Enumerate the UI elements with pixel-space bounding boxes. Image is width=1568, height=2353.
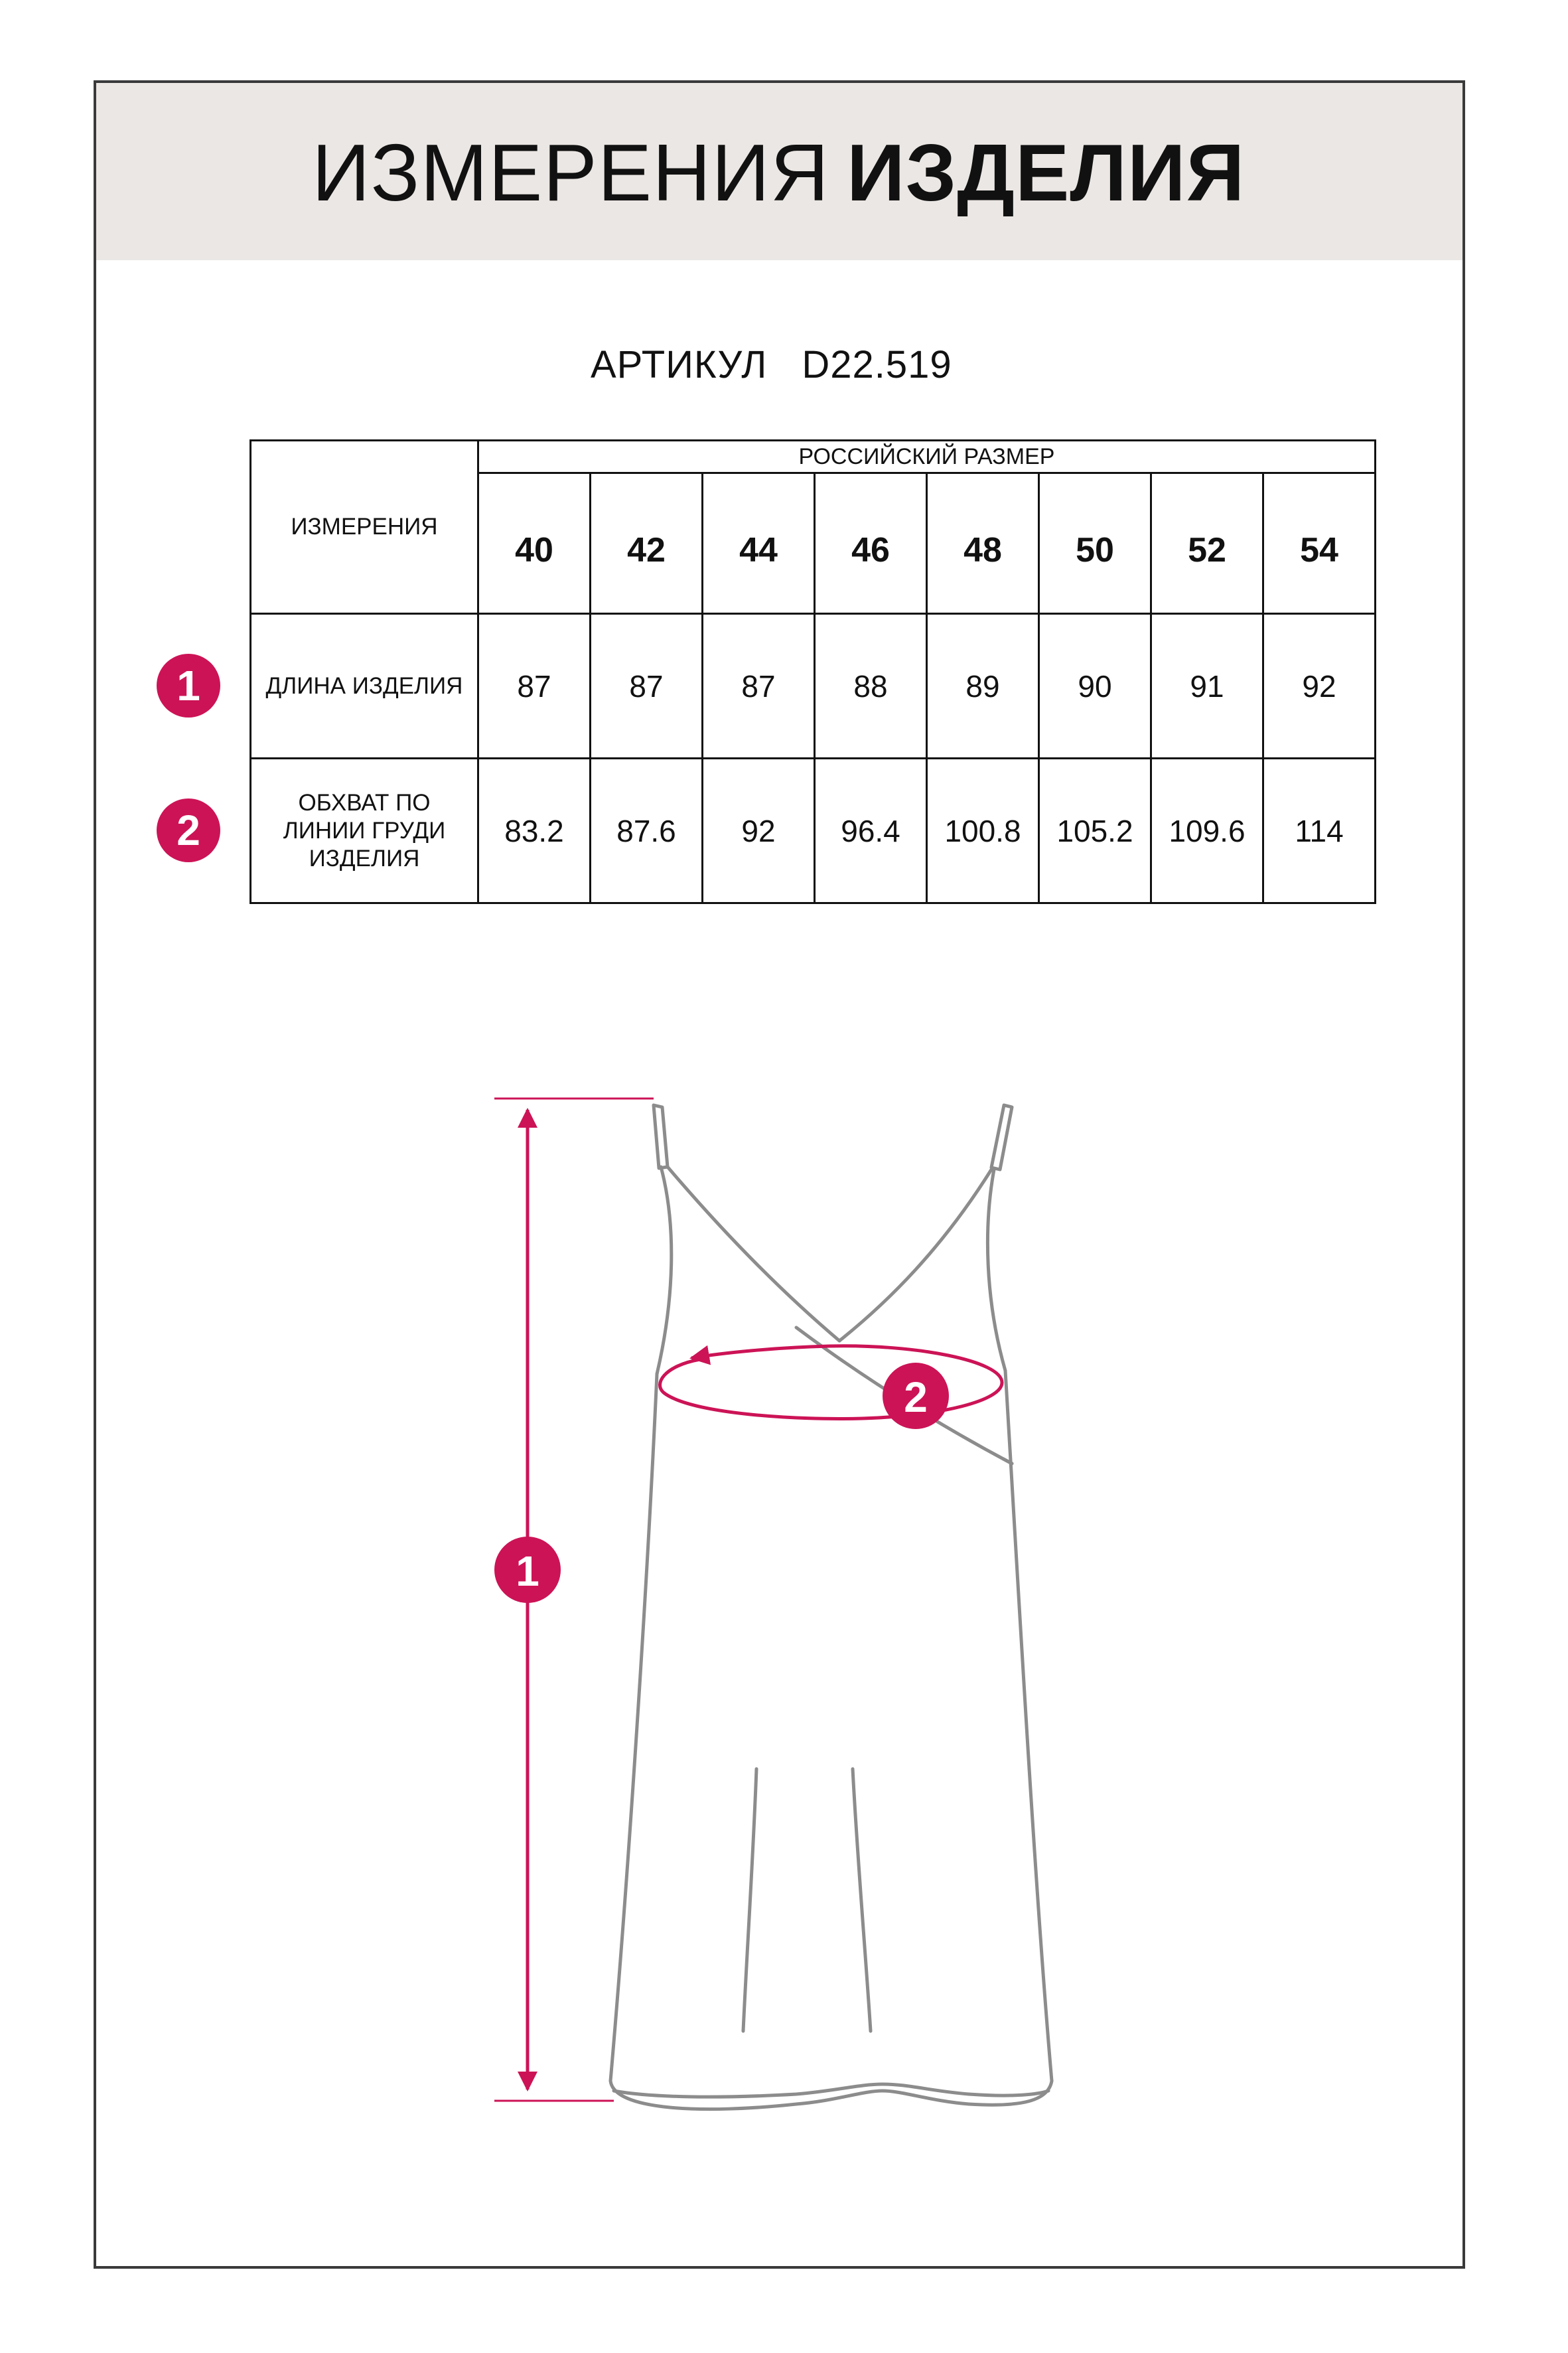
table-cell: 83.2 [478,759,591,903]
chest-loop-icon [660,1346,1002,1419]
table-cell: 91 [1151,614,1263,759]
table-cell: 87 [703,614,815,759]
size-cell: 54 [1263,473,1376,614]
size-cell: 50 [1039,473,1151,614]
row-badge-chest: 2 [157,798,220,862]
article-label: АРТИКУЛ [591,343,768,386]
size-cell: 48 [927,473,1039,614]
length-badge-text: 1 [516,1547,539,1595]
size-cell: 40 [478,473,591,614]
page-title-bold: ИЗДЕЛИЯ [847,127,1246,218]
hem-stitch [614,2084,1048,2097]
neckline-right [839,1170,991,1341]
right-strap [991,1105,1012,1170]
row-badge-length: 1 [157,654,220,718]
slit-right [853,1769,871,2031]
left-side-skirt [610,1374,657,2081]
page-title-light: ИЗМЕРЕНИЯ [312,127,830,218]
left-bodice [657,1167,672,1374]
table-cell: 87.6 [591,759,703,903]
table-cell: 89 [927,614,1039,759]
table-cell: 90 [1039,614,1151,759]
table-cell: 88 [815,614,927,759]
row-label-line: ИЗДЕЛИЯ [309,845,420,872]
right-bodice [987,1170,1005,1371]
left-strap [654,1105,668,1168]
right-side-skirt [1005,1371,1052,2081]
table-cell: 109.6 [1151,759,1263,903]
row-label-line: ЛИНИИ ГРУДИ [283,817,446,844]
size-cell: 44 [703,473,815,614]
size-cell: 52 [1151,473,1263,614]
table-cell: 96.4 [815,759,927,903]
table-cell: 100.8 [927,759,1039,903]
row-label-line: ОБХВАТ ПО [298,789,431,816]
size-cell: 46 [815,473,927,614]
table-cell: 87 [591,614,703,759]
slit-left [743,1769,756,2031]
corner-label: ИЗМЕРЕНИЯ [251,441,478,614]
chest-badge-text: 2 [904,1373,928,1421]
article-code: D22.519 [802,343,952,386]
table-cell: 87 [478,614,591,759]
chest-measure [660,1346,1002,1419]
table-cell: 105.2 [1039,759,1151,903]
size-cell: 42 [591,473,703,614]
dress-sketch [610,1105,1052,2109]
table-cell: 92 [703,759,815,903]
group-header: РОССИЙСКИЙ РАЗМЕР [478,441,1376,473]
table-cell: 92 [1263,614,1376,759]
table-cell: 114 [1263,759,1376,903]
row-label-length: ДЛИНА ИЗДЕЛИЯ [251,614,478,759]
neckline-left [668,1167,839,1341]
